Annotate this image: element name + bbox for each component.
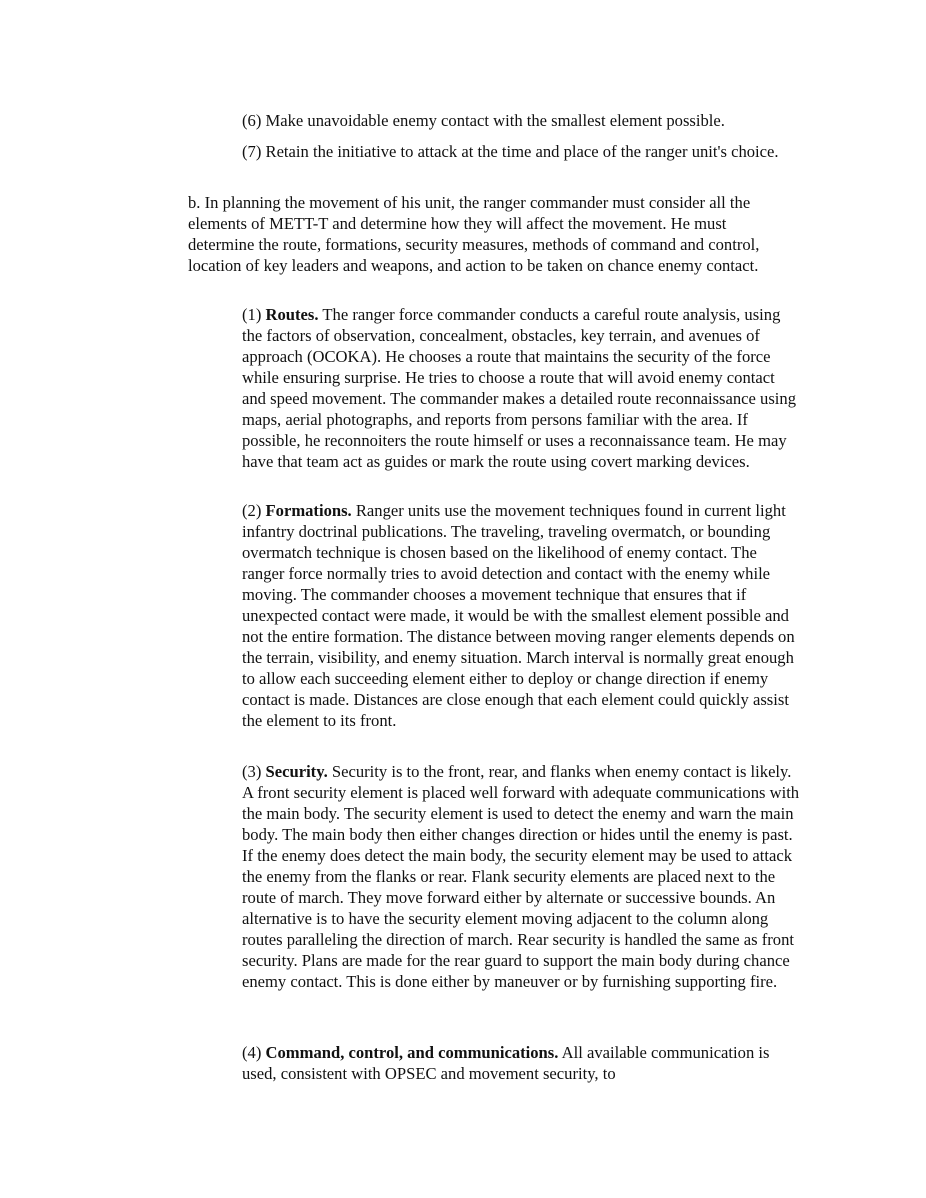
paragraph-formations (242, 500, 802, 731)
routes-heading: Routes. (265, 305, 319, 324)
formations-heading: Formations. (265, 501, 352, 520)
paragraph-routes (242, 304, 802, 472)
routes-body: The ranger force commander conducts a careful route analysis, using the factors of observation, concealment, obstacles, key terrain, and avenues of approach (OCOKA). He chooses a route that maintains the security of the force while ensuring surprise. He tries to choose a route that will avoid enemy contact and speed movement. The commander makes a detailed route reconnaissance using maps, aerial photographs, and reports from persons familiar with the area. If possible, he reconnoiters the route himself or uses a reconnaissance team. He may have that team act as guides or mark the route using covert marking devices. (242, 305, 797, 471)
command-control-body: All available communication is used, consistent with OPSEC and movement security, to (242, 1043, 770, 1083)
paragraph-item-6: (6) Make unavoidable enemy contact with the smallest element possible. (242, 111, 725, 130)
item-number: (1) (242, 305, 262, 324)
paragraph-b: b. In planning the movement of his unit, the ranger commander must consider all the elements of METT-T and determine how they will affect the movement. He must determine the route, formations, security measures, methods of command and control, location of key leaders and weapons, and action to be taken on chance enemy contact. (188, 193, 760, 275)
item-number: (3) (242, 762, 262, 781)
item-number: (4) (242, 1043, 262, 1062)
paragraph-command-control (242, 1042, 802, 1084)
item-number: (2) (242, 501, 262, 520)
security-body: Security is to the front, rear, and flanks when enemy contact is likely. A front security element is placed well forward with adequate communications with the main body. The security element is used to detect the enemy and warn the main body. The main body then either changes direction or hides until the enemy is past. If the enemy does detect the main body, the security element may be used to attack the enemy from the flanks or rear. Flank security elements are placed next to the route of march. They move forward either by alternate or successive bounds. An alternative is to have the security element moving adjacent to the column along routes paralleling the direction of march. Rear security is handled the same as front security. Plans are made for the rear guard to support the main body during chance enemy contact. This is done either by maneuver or by furnishing supporting fire. (242, 762, 800, 991)
command-control-heading: Command, control, and communications. (265, 1043, 559, 1062)
paragraph-security (242, 761, 802, 992)
paragraph-item-7: (7) Retain the initiative to attack at the time and place of the ranger unit's choice. (242, 142, 779, 161)
security-heading: Security. (265, 762, 328, 781)
formations-body: Ranger units use the movement techniques found in current light infantry doctrinal publications. The traveling, traveling overmatch, or bounding overmatch technique is chosen based on the likelihood of enemy contact. The ranger force normally tries to avoid detection and contact with the enemy while moving. The commander chooses a movement technique that ensures that if unexpected contact were made, it would be with the smallest element possible and not the entire formation. The distance between moving ranger elements depends on the terrain, visibility, and enemy situation. March interval is normally great enough to allow each succeeding element either to deploy or change direction if enemy contact is made. Distances are close enough that each element could quickly assist the element to its front. (242, 501, 795, 730)
